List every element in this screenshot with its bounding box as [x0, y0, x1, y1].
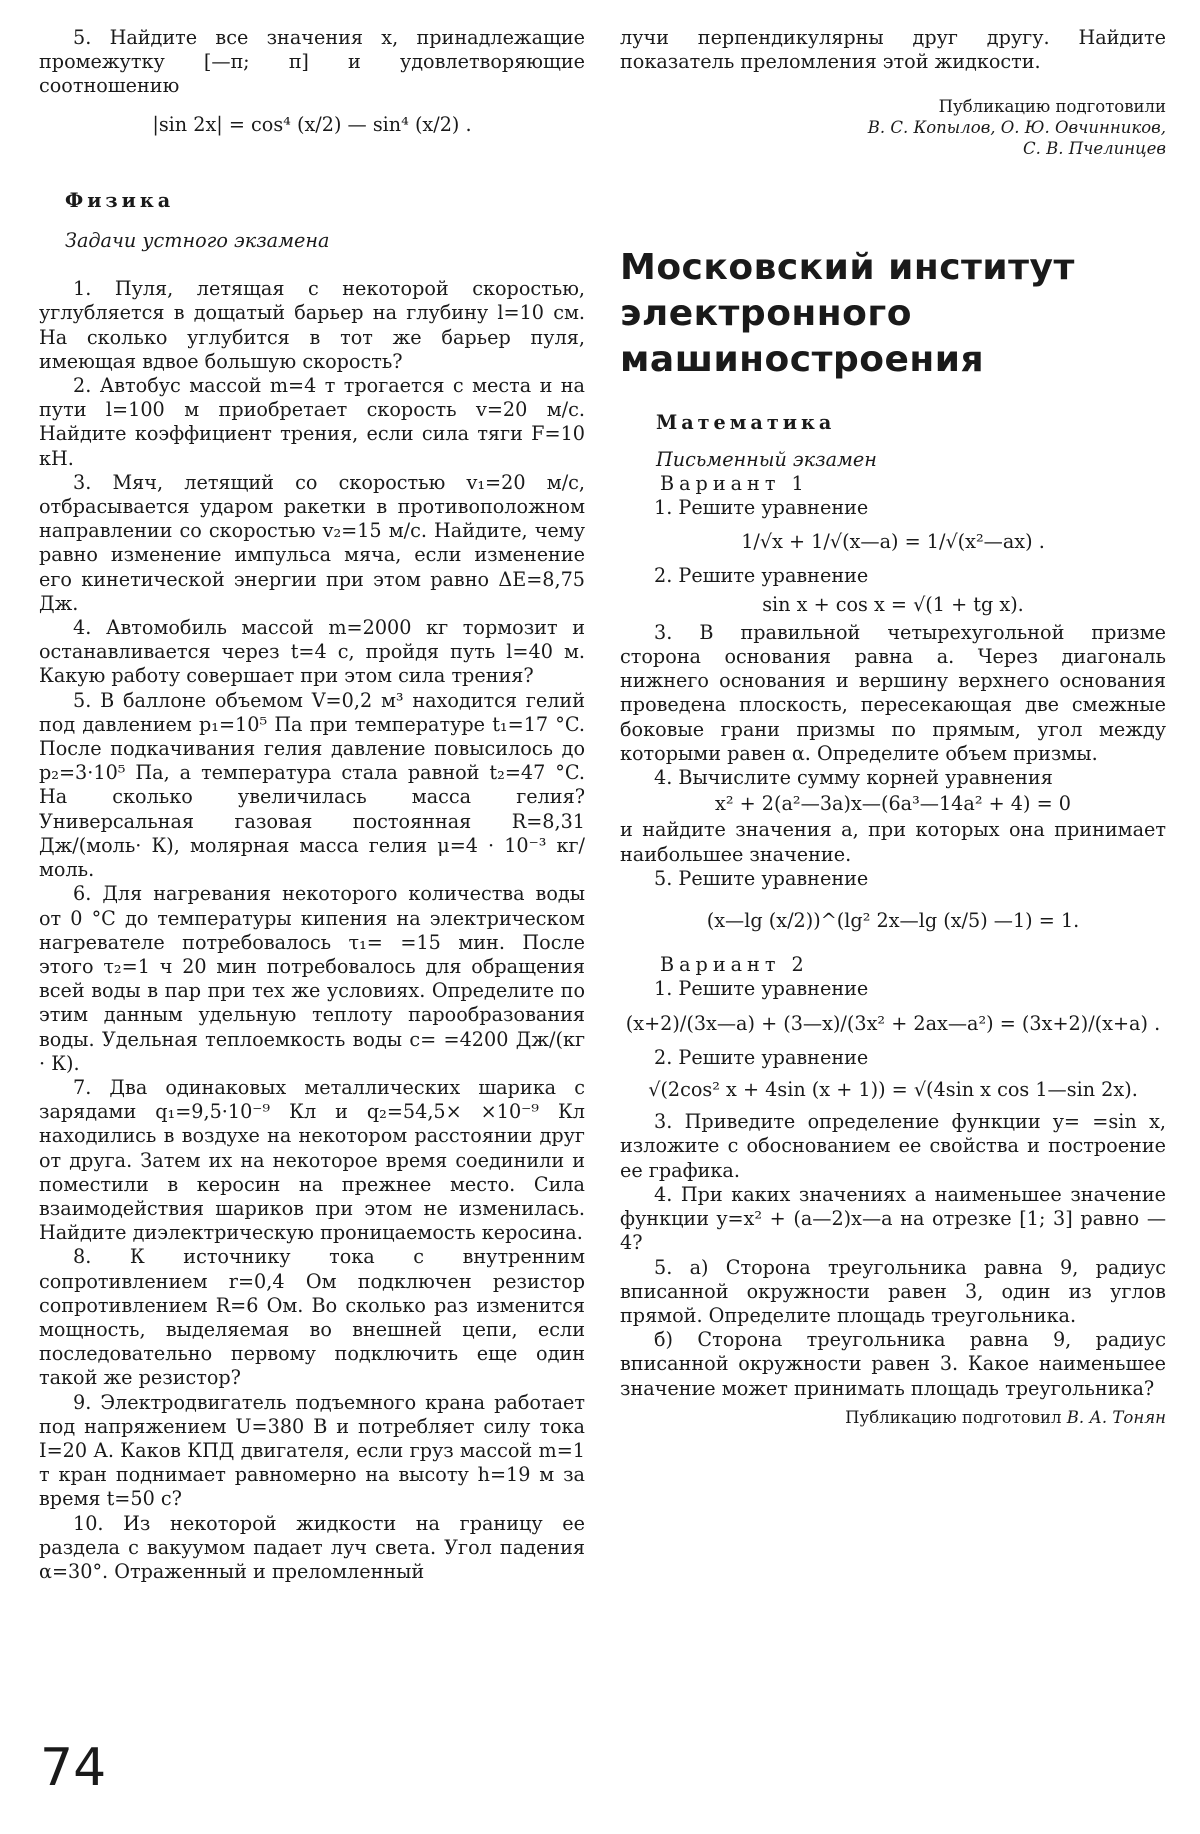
- credit-2-label: Публикацию подготовил: [845, 1407, 1062, 1427]
- v1-equation-4: x² + 2(a²—3a)x—(6a³—14a² + 4) = 0: [715, 792, 1071, 816]
- credit-block-2: [620, 1407, 1166, 1428]
- v1-problem-1: 1. Решите уравнение: [654, 496, 869, 520]
- institute-heading-line3: машиностроения: [620, 339, 985, 381]
- institute-heading-line2: электронного: [620, 293, 912, 335]
- physics-problem-6: 6. Для нагревания некоторого количества воды от 0 °C до температуры кипения на электрическом нагревателе потребовалось τ₁= =15 мин. После этого τ₂=1 ч 20 мин потребовалось для обращения всей воды в пар при тех же условиях. Определите по этим данным удельную теплоту парообразования воды. Удельная теплоемкость воды c= =4200 Дж/(кг · К).: [39, 882, 585, 1075]
- v2-problem-5b: б) Сторона треугольника равна 9, радиус вписанной окружности равен 3. Какое наименьшее значение может принимать площадь треугольника?: [620, 1328, 1166, 1400]
- v1-problem-2: 2. Решите уравнение: [654, 564, 869, 588]
- math-problem-5-text: 5. Найдите все значения x, принадлежащие промежутку [—π; π] и удовлетворяющие соотношению: [39, 26, 585, 98]
- v2-problem-4: 4. При каких значениях a наименьшее значение функции y=x² + (a—2)x—a на отрезке [1; 3] равно —4?: [620, 1182, 1166, 1255]
- physics-problem-10: 10. Из некоторой жидкости на границу ее раздела с вакуумом падает луч света. Угол падения α=30°. Отраженный и преломленный: [39, 1511, 585, 1583]
- math-section-title: Математика: [656, 411, 836, 435]
- v1-problem-4: 4. Вычислите сумму корней уравнения: [654, 766, 1053, 790]
- v2-problem-3: 3. Приведите определение функции y= =sin x, изложите с обоснованием ее свойства и построение ее графика.: [620, 1110, 1166, 1182]
- physics-problem-4: 4. Автомобиль массой m=2000 кг тормозит и останавливается через t=4 с, пройдя путь l=40 м. Какую работу совершает при этом сила трения?: [39, 616, 585, 688]
- physics-problem-9: 9. Электродвигатель подъемного крана работает под напряжением U=380 В и потребляет силу тока I=20 А. Каков КПД двигателя, если груз массой m=1 т кран поднимает равномерно на высоту h=19 м за время t=50 с?: [39, 1390, 585, 1511]
- v1-problem-4-continued: и найдите значения a, при которых она принимает наибольшее значение.: [620, 818, 1166, 866]
- credit-2-name: В. А. Тонян: [1066, 1407, 1166, 1427]
- math-problem-5-formula: |sin 2x| = cos⁴ (x/2) — sin⁴ (x/2) .: [152, 112, 472, 136]
- v1-problem-3: 3. В правильной четырехугольной призме сторона основания равна a. Через диагональ нижнего основания и вершину верхнего основания проведена плоскость, пересекающая две смежные боковые грани призмы по прямым, угол между которыми равен α. Определите объем призмы.: [620, 620, 1166, 765]
- physics-subsection-title: Задачи устного экзамена: [65, 229, 330, 253]
- variant-1-title: Вариант 1: [660, 471, 809, 495]
- physics-problem-7: 7. Два одинаковых металлических шарика с зарядами q₁=9,5·10⁻⁹ Кл и q₂=54,5× ×10⁻⁹ Кл находились в воздухе на некотором расстоянии друг от друга. Затем их на некоторое время соединили и поместили в керосин на прежнее место. Сила взаимодействия шариков при этом не изменилась. Найдите диэлектрическую проницаемость керосина.: [39, 1075, 585, 1245]
- physics-problem-2: 2. Автобус массой m=4 т трогается с места и на пути l=100 м приобретает скорость v=20 м/с. Найдите коэффициент трения, если сила тяги F=10 кН.: [39, 374, 585, 470]
- institute-heading: [620, 245, 1166, 383]
- credit-block-1: [620, 96, 1166, 159]
- v2-equation-1: (x+2)/(3x—a) + (3—x)/(3x² + 2ax—a²) = (3x+2)/(x+a) .: [625, 1011, 1161, 1035]
- v1-equation-5: (x—lg (x/2))^(lg² 2x—lg (x/5) —1) = 1.: [706, 909, 1080, 933]
- page-number: 74: [40, 1738, 107, 1798]
- math-subsection-title: Письменный экзамен: [656, 447, 877, 471]
- physics-problem-1: 1. Пуля, летящая с некоторой скоростью, углубляется в дощатый барьер на глубину l=10 см. На сколько углубится в тот же барьер пуля, имеющая вдвое большую скорость?: [39, 277, 585, 373]
- physics-problem-5: 5. В баллоне объемом V=0,2 м³ находится гелий под давлением p₁=10⁵ Па при температуре t₁=17 °C. После подкачивания гелия давление повысилось до p₂=3·10⁵ Па, а температура стала равной t₂=47 °C. На сколько увеличилась масса гелия? Универсальная газовая постоянная R=8,31 Дж/(моль· К), молярная масса гелия μ=4 · 10⁻³ кг/моль.: [39, 688, 585, 882]
- v1-problem-5: 5. Решите уравнение: [654, 866, 869, 890]
- v2-problem-2: 2. Решите уравнение: [654, 1045, 869, 1069]
- credit-1-label: Публикацию подготовили: [938, 97, 1166, 117]
- v2-problem-1: 1. Решите уравнение: [654, 977, 869, 1001]
- physics-section-title: Физика: [65, 188, 175, 212]
- v1-equation-1: 1/√x + 1/√(x—a) = 1/√(x²—ax) .: [741, 530, 1045, 554]
- v1-equation-2: sin x + cos x = √(1 + tg x).: [762, 592, 1024, 616]
- variant-2-title: Вариант 2: [660, 953, 809, 977]
- v2-equation-2: √(2cos² x + 4sin (x + 1)) = √(4sin x cos 1—sin 2x).: [648, 1078, 1138, 1102]
- institute-heading-line1: Московский институт: [620, 247, 1075, 289]
- credit-1-names-line1: В. С. Копылов, О. Ю. Овчинников,: [867, 118, 1166, 138]
- left-column: [39, 26, 585, 1584]
- physics-problem-8: 8. К источнику тока с внутренним сопротивлением r=0,4 Ом подключен резистор сопротивлением R=6 Ом. Во сколько раз изменится мощность, выделяемая во внешней цепи, если последовательно первому подключить еще один такой же резистор?: [39, 1245, 585, 1390]
- credit-1-names-line2: С. В. Пчелинцев: [1022, 139, 1166, 159]
- v2-problem-5a: 5. а) Сторона треугольника равна 9, радиус вписанной окружности равен 3, один из углов прямой. Определите площадь треугольника.: [620, 1255, 1166, 1327]
- physics-problem-3: 3. Мяч, летящий со скоростью v₁=20 м/с, отбрасывается ударом ракетки в противоположном направлении со скоростью v₂=15 м/с. Найдите, чему равно изменение импульса мяча, если изменение его кинетической энергии при этом равно ΔE=8,75 Дж.: [39, 470, 585, 615]
- right-column: [620, 26, 1166, 1428]
- physics-problem-10-continuation: лучи перпендикулярны друг другу. Найдите показатель преломления этой жидкости.: [620, 26, 1166, 74]
